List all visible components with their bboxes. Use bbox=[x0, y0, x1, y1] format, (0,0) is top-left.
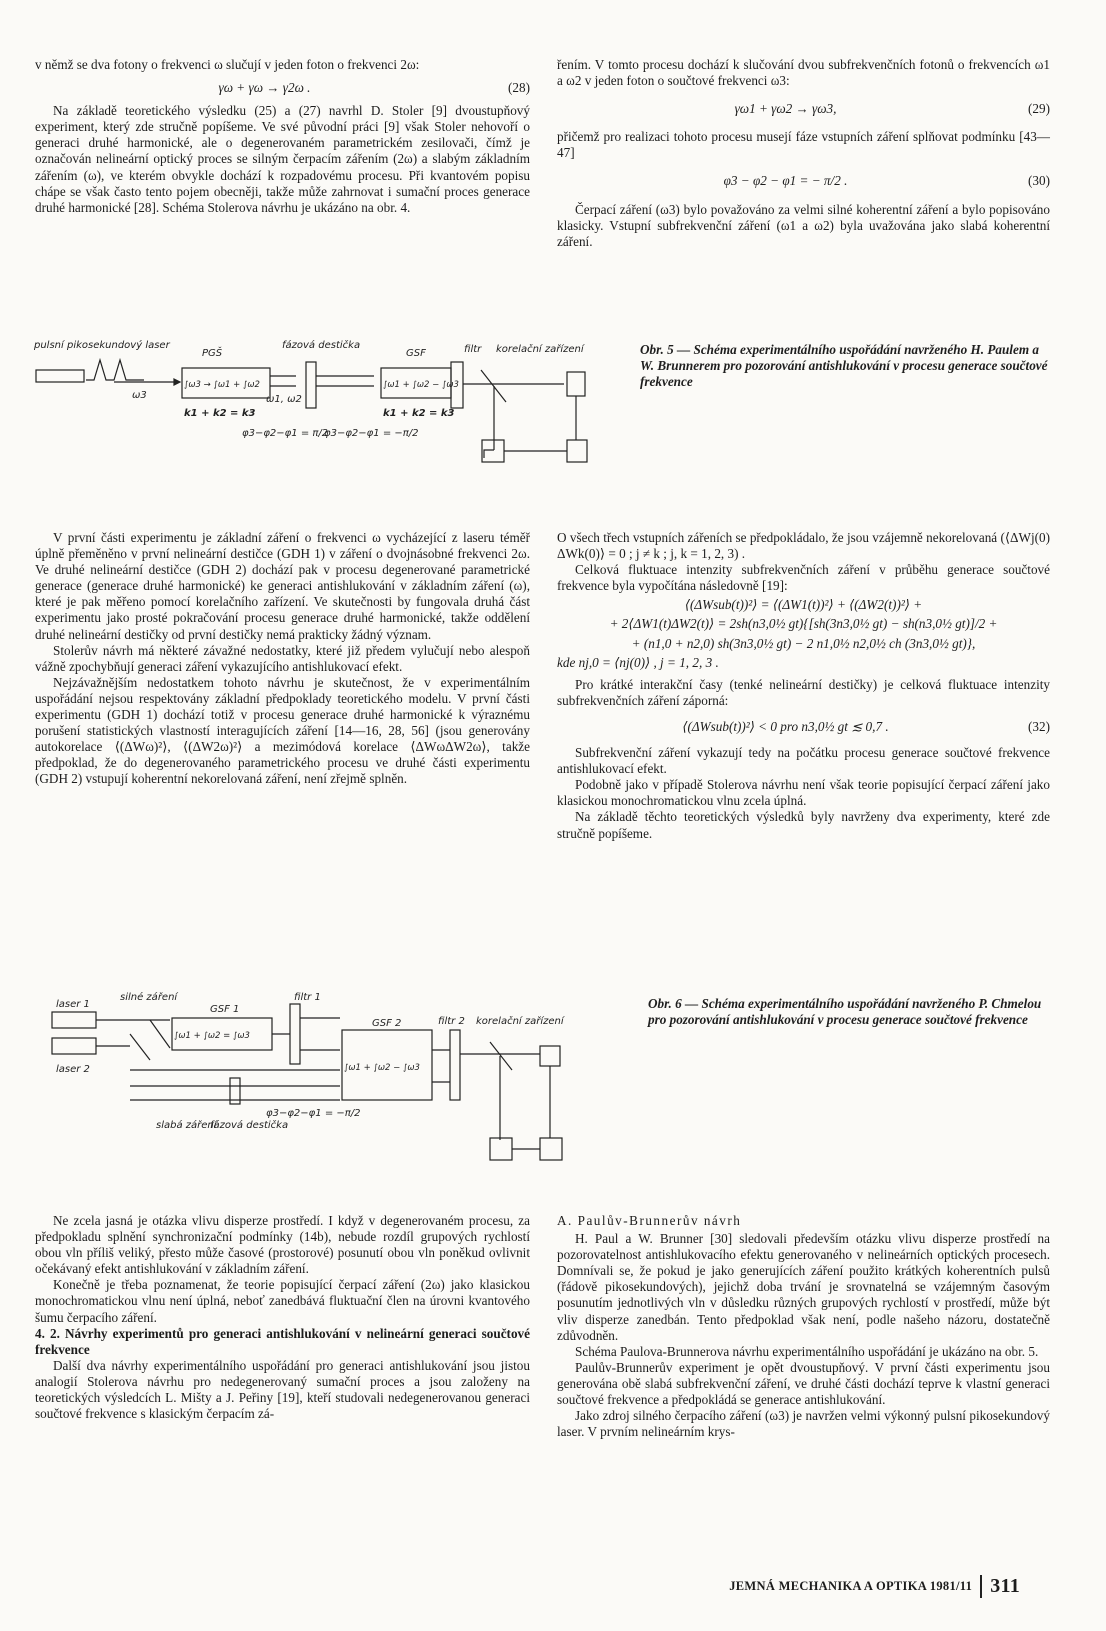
fig5-gsf-label: GSF bbox=[406, 348, 426, 359]
paragraph: Čerpací záření (ω3) bylo považováno za velmi silné koherentní záření a bylo popisováno klasicky. Vstupní subfrekvenční záření (ω1 a ω2) byla uvažována jako slabá koherentní záření. bbox=[557, 201, 1050, 249]
figure-6-diagram bbox=[50, 990, 610, 1170]
paragraph: O všech třech vstupních zářeních se předpokládalo, že jsou vzájemně nekorelovaná (⟨ΔWj(0) ΔWk(0)⟩ = 0 ; j ≠ k ; j, k = 1, 2, 3) . bbox=[557, 530, 1050, 562]
paragraph: přičemž pro realizaci tohoto procesu musejí fáze vstupních záření splňovat podmínku [43—47] bbox=[557, 129, 1050, 161]
paragraph: Další dva návrhy experimentálního uspořádání pro generaci antishlukování jsou jistou analogií Stolerova návrhu pro nedegenerovaný sumační proces a jsou založeny na teoretických výsledcích L. Mišty a J. Peřiny [19], kteří studovali nedegenerovanou generaci součtové frekvence s klasickým čerpacím zá- bbox=[35, 1357, 530, 1422]
section-heading: 4. 2. Návrhy experimentů pro generaci antishlukování v nelineární generaci součtové frekvence bbox=[35, 1325, 530, 1357]
middle-left-column bbox=[35, 530, 530, 788]
equation-number: (32) bbox=[1028, 718, 1050, 734]
paragraph: Ne zcela jasná je otázka vlivu disperze prostředí. I když v degenerovaném procesu, za předpokladu splnění synchronizační podmínky (14b), nebude rozdíl grupových rychlostí obou vln příliš veliký, přesto může časové (prostorové) posunutí obou vln poněkud ovlivnit očekávaný efekt antishlukování v základním záření. bbox=[35, 1213, 530, 1277]
fig5-k1-label: k1 + k2 = k3 bbox=[184, 408, 256, 419]
paragraph: Konečně je třeba poznamenat, že teorie popisující čerpací záření (2ω) jako klasickou monochromatickou vlnu není úplná, neboť zanedbává fluktuační člen na úrovni kvantového šumu čerpacího záření. bbox=[35, 1277, 530, 1325]
paragraph: řením. V tomto procesu dochází k slučování dvou subfrekvenčních fotonů o frekvencích ω1 a ω2 v jeden foton o součtové frekvenci ω3: bbox=[557, 57, 1050, 89]
top-left-column bbox=[35, 57, 530, 216]
bottom-left-column bbox=[35, 1213, 530, 1422]
journal-name: JEMNÁ MECHANIKA A OPTIKA 1981/11 bbox=[729, 1579, 973, 1593]
fig6-strong-label: silné záření bbox=[120, 992, 178, 1003]
fig5-phase1-label: φ3−φ2−φ1 = π/2 bbox=[242, 428, 329, 439]
paragraph: Pro krátké interakční časy (tenké nelineární destičky) je celková fluktuace intenzity subfrekvenčních záření záporná: bbox=[557, 676, 1050, 708]
fig6-laser1-label: laser 1 bbox=[56, 999, 90, 1010]
fig6-filtr1-label: filtr 1 bbox=[294, 992, 321, 1003]
fig6-filtr2-label: filtr 2 bbox=[438, 1016, 465, 1027]
equation-text: γω + γω → γ2ω . bbox=[218, 80, 311, 96]
equation-text: γω1 + γω2 → γω3, bbox=[734, 101, 837, 117]
figure-5-caption: Obr. 5 — Schéma experimentálního uspořádání navrženého H. Paulem a W. Brunnerem pro pozorování antishlukování v procesu generace součtové frekvence bbox=[640, 342, 1048, 389]
fig5-w1w2-label: ω1, ω2 bbox=[266, 394, 302, 405]
fig6-phase-label: φ3−φ2−φ1 = −π/2 bbox=[266, 1108, 361, 1119]
fig6-box2-label: ∫ω1 + ∫ω2 − ∫ω3 bbox=[344, 1063, 420, 1073]
bottom-right-column bbox=[557, 1213, 1050, 1440]
fig6-laser2-label: laser 2 bbox=[56, 1064, 90, 1075]
equation-number: (29) bbox=[1028, 101, 1050, 117]
top-right-column bbox=[557, 57, 1050, 250]
fig6-gsf2-label: GSF 2 bbox=[372, 1018, 402, 1029]
equation-30 bbox=[557, 173, 1050, 189]
fig5-w3-label: ω3 bbox=[132, 390, 147, 401]
equation-text: φ3 − φ2 − φ1 = − π/2 . bbox=[723, 173, 848, 189]
fig6-weak-label: slabá záření bbox=[156, 1120, 217, 1131]
fig5-pgs-label: PGŠ bbox=[202, 348, 223, 359]
equation-31-where: kde nj,0 = ⟨nj(0)⟩ , j = 1, 2, 3 . bbox=[557, 654, 719, 670]
paragraph: Paulův-Brunnerův experiment je opět dvoustupňový. V první části experimentu jsou generována obě slabá subfrekvenční záření, ve druhé části dochází teprve k vlastní generaci součtové frekvence a předpokládá se generace antishlukování. bbox=[557, 1359, 1050, 1408]
paragraph: Stolerův návrh má některé závažné nedostatky, které již předem vylučují nebo alespoň vážně zpochybňují generaci záření vykazujícího antishlukovací efekt. bbox=[35, 642, 530, 674]
equation-31-line1: ⟨(ΔWsub(t))²⟩ = ⟨(ΔW1(t))²⟩ + ⟨(ΔW2(t))²⟩ + bbox=[684, 597, 923, 613]
equation-number: (28) bbox=[508, 80, 530, 96]
paragraph: Na základě těchto teoretických výsledků byly navrženy dva experimenty, které zde stručně popíšeme. bbox=[557, 809, 1050, 841]
equation-31-line3: + (n1,0 + n2,0) sh(3n3,0½ gt) − 2 n1,0½ n2,0½ ch (3n3,0½ gt)}, bbox=[631, 635, 976, 651]
equation-text: ⟨(ΔWsub(t))²⟩ < 0 pro n3,0½ gt ≲ 0,7 . bbox=[682, 718, 889, 734]
subsection-heading: A. Paulův-Brunnerův návrh bbox=[557, 1213, 742, 1228]
equation-number: (30) bbox=[1028, 173, 1050, 189]
page-footer bbox=[729, 1575, 1020, 1598]
fig6-correlator-label: korelační zařízení bbox=[476, 1016, 564, 1027]
paragraph: Jako zdroj silného čerpacího záření (ω3) je navržen velmi výkonný pulsní pikosekundový laser. V prvním nelineárním krys- bbox=[557, 1408, 1050, 1440]
equation-29 bbox=[557, 101, 1050, 117]
fig5-correlator-label: korelační zařízení bbox=[496, 344, 584, 355]
equation-31-line2: + 2⟨ΔW1(t)ΔW2(t)⟩ = 2sh(n3,0½ gt){[sh(3n3,0½ gt) − sh(n3,0½ gt)]/2 + bbox=[609, 616, 998, 632]
fig5-box2-label: ∫ω1 + ∫ω2 − ∫ω3 bbox=[383, 380, 459, 390]
figure-5-diagram bbox=[34, 340, 619, 480]
fig5-k2-label: k1 + k2 = k3 bbox=[383, 408, 455, 419]
fig5-filter-label: filtr bbox=[464, 344, 482, 355]
paragraph: Podobně jako v případě Stolerova návrhu není však teorie popisující čerpací záření jako klasickou monochromatickou vlnu zcela úplná. bbox=[557, 777, 1050, 809]
paragraph: Celková fluktuace intenzity subfrekvenčních záření v průběhu generace součtové frekvence byla vypočítána následovně [19]: bbox=[557, 562, 1050, 594]
fig6-phase-plate-label: fázová destička bbox=[210, 1120, 289, 1131]
fig6-box1-label: ∫ω1 + ∫ω2 = ∫ω3 bbox=[174, 1031, 250, 1041]
paragraph: Schéma Paulova-Brunnerova návrhu experimentálního uspořádání je ukázáno na obr. 5. bbox=[575, 1343, 1039, 1359]
paragraph: V první části experimentu je základní záření o frekvenci ω vycházející z laseru téměř úplně přeměněno v první nelineární destičce (GDH 1) v záření o dvojnásobné frekvenci 2ω. Ve druhé nelineární destičce (GDH 2) dochází pak v procesu degenerované parametrické generace (generace druhé harmonické) ke generaci antishlukování v základním záření (ω), které je pak měřeno pomocí korelačního zařízení. Ve skutečnosti by fungovala druhá část experimentu jako prosté pokračování procesu generace druhé harmonické, takže oddělení druhé nelineární destičky od první destičky nemá prakticky žádný význam. bbox=[35, 530, 530, 642]
fig6-gsf1-label: GSF 1 bbox=[210, 1004, 240, 1015]
equation-28 bbox=[35, 80, 530, 96]
fig5-phase-plate-label: fázová destička bbox=[282, 340, 361, 351]
equation-32 bbox=[557, 719, 1050, 735]
paragraph: Na základě teoretického výsledku (25) a (27) navrhl D. Stoler [9] dvoustupňový experiment, který zde stručně popíšeme. Ve své původní práci [9] však Stoler nehovoří o generaci druhé harmonické, ale o degenerovaném parametrickém zesilovači, čímž je označován nelineární optický proces se silným čerpacím zářením (2ω) a slabým základním zářením (ω), ve kterém obvykle dochází k rozpadovému procesu. Při kvantovém popisu chápe se však často tento pojem obecněji, takže může zahrnovat i sumační proces generace druhé harmonické [28]. Schéma Stolerova návrhu je ukázáno na obr. 4. bbox=[35, 103, 530, 215]
fig5-box1-label: ∫ω3 → ∫ω1 + ∫ω2 bbox=[184, 380, 260, 390]
figure-6-caption: Obr. 6 — Schéma experimentálního uspořádání navrženého P. Chmelou pro pozorování antishlukování v procesu generace součtové frekvence bbox=[648, 996, 1042, 1027]
paragraph: H. Paul a W. Brunner [30] sledovali především otázku vlivu disperze prostředí na pozorovatelnost antishlukovacího efektu generovaného v nelineárních optických procesech. Domnívali se, že pokud je jako generujících záření použito krátkých koherentních pulsů (řádově pikosekundových), jejichž doba trvání je srovnatelná se vzájemným časovým posunutím jednotlivých vln v důsledku různých grupových rychlostí v prostředí, může být vliv disperze zanedbán. Tento předpoklad však není, podle našeho názoru, dostatečně zdůvodněn. bbox=[557, 1231, 1050, 1343]
fig5-phase2-label: φ3−φ2−φ1 = −π/2 bbox=[324, 428, 419, 439]
paragraph: v němž se dva fotony o frekvenci ω slučují v jeden foton o frekvenci 2ω: bbox=[35, 57, 420, 72]
fig5-laser-label: pulsní pikosekundový laser bbox=[34, 340, 170, 351]
paragraph: Nejzávažnějším nedostatkem tohoto návrhu je skutečnost, že v experimentálním uspořádání nejsou respektovány základní předpoklady teoretického modelu. V první části experimentu (GDH 1) dochází totiž v procesu generace druhé harmonické k výraznému porušení statistických vlastností interagujících záření [14—16, 28, 56] (jsou generovány autokorelace ⟨(ΔWω)²⟩, ⟨(ΔW2ω)²⟩ a mezimódová korelace ⟨ΔWωΔW2ω⟩, takže předpoklad, že do degenerovaného parametrického procesu ve druhé části experimentu (GDH 2) vstupují koherentní nekorelovaná záření, není zřejmě splněn. bbox=[35, 674, 530, 787]
page-number: 311 bbox=[980, 1575, 1020, 1598]
middle-right-column bbox=[557, 530, 1050, 842]
paragraph: Subfrekvenční záření vykazují tedy na počátku procesu generace součtové frekvence antishlukovací efekt. bbox=[557, 745, 1050, 777]
